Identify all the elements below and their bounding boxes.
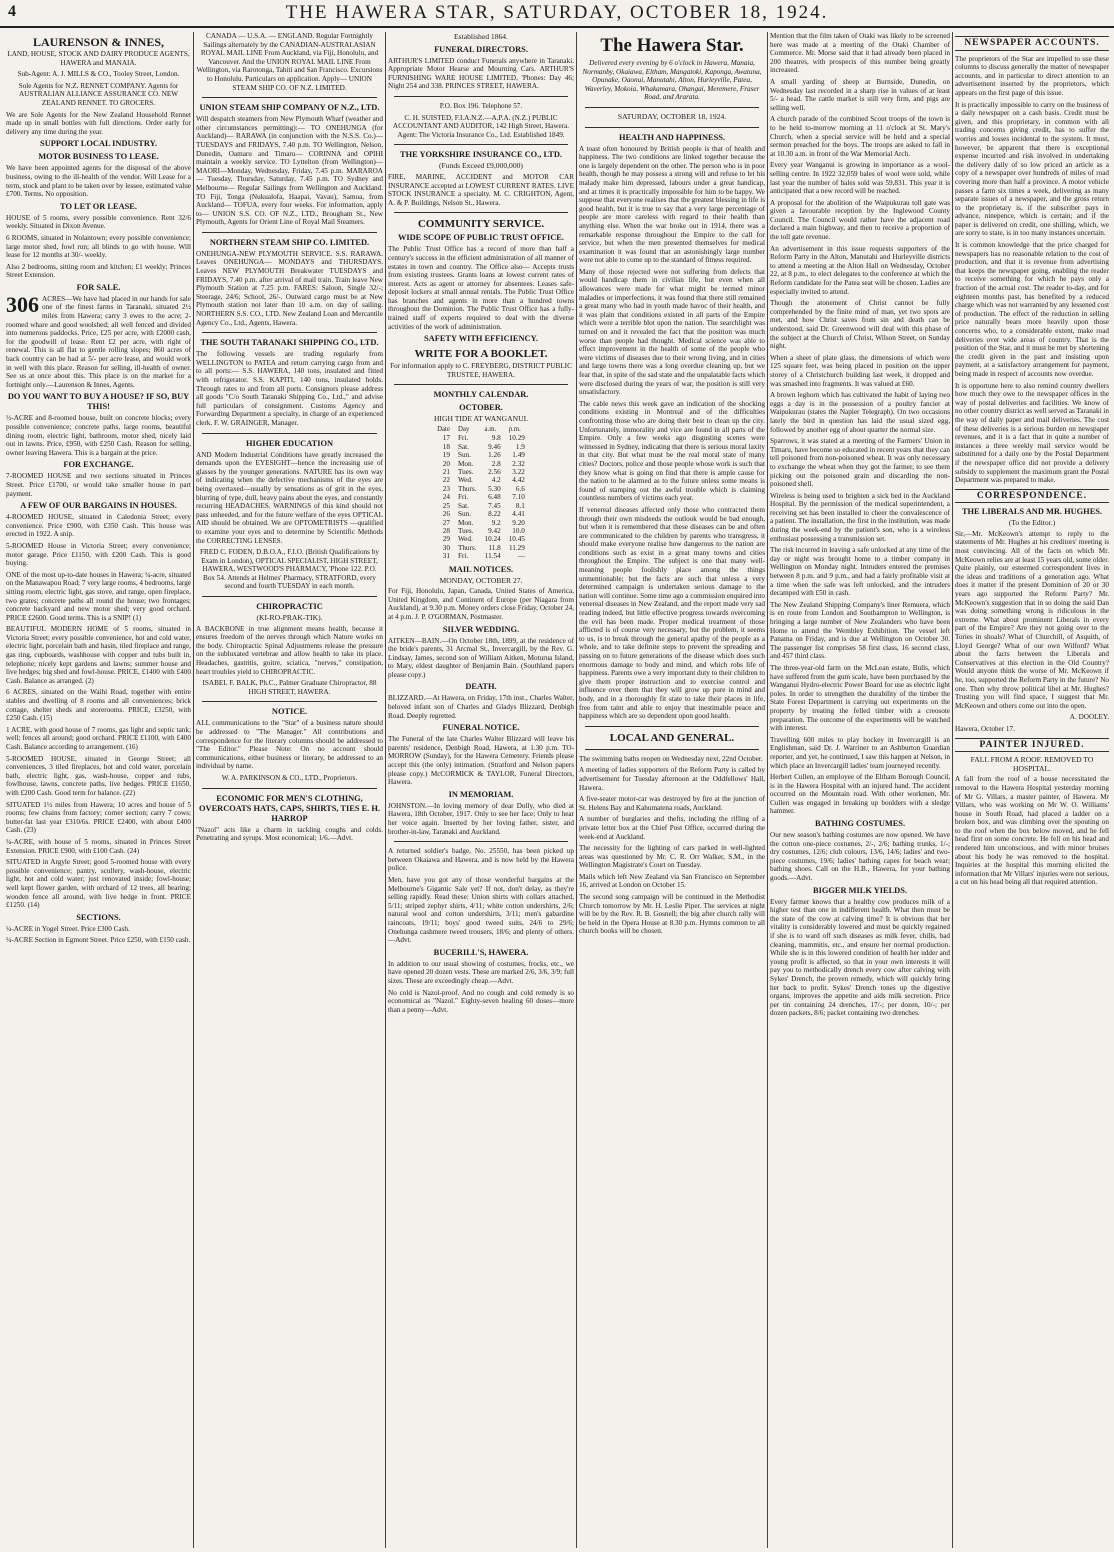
divider	[202, 596, 377, 597]
tide-cell: 1.9	[515, 442, 525, 451]
ad-listing: ½-ACRE and 8-roomed house, built on concrete blocks; every possible convenience; concrete paths, large rooms, beautiful dining room, electric light, bathroom, motor shed, nicely laid out in lawns. Price, £950, with £250 Cash. Reason for selling, owner leaving Hawera. This is a bargain at the price.	[6, 414, 191, 457]
ad-want-buy-heading: DO YOU WANT TO BUY A HOUSE? IF SO, BUY THIS!	[7, 392, 190, 412]
tide-cell: 9.46	[488, 442, 501, 451]
tide-row	[433, 476, 529, 484]
ad-balk: ISABEL F. BALK, Ph.C., Palmer Graduate Chiropractor, 88 HIGH STREET, HAWERA.	[202, 679, 377, 696]
tide-row	[433, 544, 529, 552]
tide-row	[433, 485, 529, 493]
ad-funeral-heading: FUNERAL DIRECTORS.	[434, 44, 528, 54]
bucerill-text: In addition to our usual showing of costumes, frocks, etc., we have opened 20 dozen vests. These are marked 2/6, 3/6, 3/9; full sizes. These are exceedingly cheap.—Advt.	[388, 959, 574, 985]
tide-cell: 10.24	[484, 535, 501, 544]
ad-listing: 7-ROOMED HOUSE and two sections situated in Princes Street. Price £1700, or would take smaller house in part payment.	[6, 472, 191, 498]
ad-listing: 5-ROOMED House in Victoria Street; every convenience; motor garage. Price £1150, with £200 Cash. This is good buying.	[6, 541, 191, 568]
ad-listing: 5-ROOMED HOUSE, situated in George Street; all conveniences, 3 tiled fireplaces, hot and cold water, porcelain bath, electric light, gas, wash-house, copper and tubs, fowlhouse, lawns, concrete paths, live hedges. PRICE £1650, with £200 Cash. Good term for balance. (22)	[6, 754, 191, 797]
tide-cell: 7.10	[512, 493, 525, 502]
column-7	[955, 32, 1109, 1548]
ad-motor-heading: MOTOR BUSINESS TO LEASE.	[38, 152, 159, 162]
divider	[585, 749, 759, 750]
ad-foden: FRED C. FODEN, D.B.O.A., F.I.O. (British Qualifications by Exam in London), OPTICAL SPECIALIST, HIGH STREET, HAWERA, WESTWOOD'S PHARMACY, 'Phone 122. P.O. Box 54. Attends at Helmes' Pharmacy, STRATFORD, every second and fourth TUESDAY in each month.	[200, 548, 379, 591]
divider	[585, 107, 759, 108]
ad-suisted: C. H. SUISTED, F.I.A.N.Z.—A.P.A. (N.Z.) PUBLIC ACCOUNTANT AND AUDITOR, 142 High Street, Hawera. Agent: The Victoria Insurance Co., Ltd. Established 1849.	[392, 113, 570, 139]
news-item: A proposal for the abolition of the Waipukurau toll gate was given a favourable reception by the Inglewood County Council. The Council would rather have the adjacent road declared a main highway, and then to receive a proportion of the toll gate revenue.	[770, 198, 950, 242]
tide-column-header: p.m.	[508, 426, 521, 434]
death-text: BLIZZARD.—At Hawera, on Friday, 17th inst., Charles Walter, beloved infant son of Charles and Gladys Blizzard, Denbigh Road. Deeply regretted.	[388, 694, 574, 720]
editorial-paragraph: If venereal diseases affected only those who contracted them through their own misdeeds the outlook would be bad enough, but when it is remembered that these diseases can be and often are communicated to the children by parents who transgress, it should make everyone realise how dangerous to the nation are conditions such as exist in a great many towns and cities throughout the Empire. The subject is one that many well-meaning people foolishly place among the things unmentionable; but the facts are such that unless a very determined campaign is undertaken serious damage to the nation will continue. Some time ago a commission enquired into venereal diseases in New Zealand, and the report made very sad reading indeed, but little effective progress towards overcoming the evil has been made. Proper medical treatment of those afflicted is of course very necessary, but the problem, it seems to us, is to break through the general apathy of the people as a whole, and to take definite steps to prevent the spreading and passing on to future generations of the disease which does such enormous damage to body and mind, and which robs life of happiness. Parents owe a very important duty to their children to give them proper instruction and to exercise control and influence over them that they will grow up pure in mind and body, and in a thoroughly fit state to take their places in life, free from taint and able to enjoy that inestimable peace and happiness which are so dependent upon good health.	[579, 505, 765, 721]
news-item: The New Zealand Shipping Company's liner Remuera, which is en route from London and Southampton to Wellington, is bringing a large number of New Zealanders who have been Home to attend the Wembley Exhibition. The vessel left Panama on Friday, and is due at Wellington on October 30. The passenger list comprises 58 first class, 16 second class, and 457 third class.	[770, 600, 950, 661]
tide-row	[433, 460, 529, 468]
notice-text: ALL communications to the "Star" of a business nature should be addressed to "The Manager." All contributions and correspondence for the literary columns should be addressed to "The Editor." Please Note: On no account should communications, either business or literary, be addressed to an individual by name.	[196, 719, 383, 771]
ad-funeral-text: ARTHUR'S LIMITED conduct Funerals anywhere in Taranaki. Appropriate Motor Hearse and Mourning Cars. ARTHUR'S FURNISHING WARE HOUSE LIMITED, 'Phones: Day 46; Night 254 and 338. PRINCES STREET, HAWERA.	[388, 56, 574, 91]
news-item: Wireless is being used to brighten a sick bed in the Auckland Hospital. By the permission of the medical superintendent, a receiving set has been installed to cheer the convalescence of a patient. The installation, the first in the institution, was made during the week-end by the patient's son, who is a wireless enthusiast possessing a transmission set.	[770, 491, 950, 543]
tide-cell: Fri.	[457, 493, 469, 502]
tide-cell: 4.2	[491, 476, 501, 485]
tide-cell: 29	[442, 535, 450, 544]
news-item: Mails which left New Zealand via San Francisco on September 16, arrived at London on October 15.	[579, 872, 765, 890]
memoriam-text: JOHNSTON.—In loving memory of dear Dolly, who died at Hawera, 18th October, 1917. Only to see her face; Only to hear her voice again. Inserted by her loving father, sister, and brother-in-law, Taranaki and Auckland.	[388, 801, 574, 836]
bathing-heading: BATHING COSTUMES.	[814, 819, 906, 829]
tide-cell: 25	[442, 501, 450, 510]
news-item: A number of burglaries and thefts, including the rifling of a private letter box at the Chief Post Office, occurred during the week-end at Auckland.	[579, 815, 765, 841]
ad-listing: ¼-ACRE, with house of 5 rooms, situated in Princes Street Extension. PRICE £900, with £100 Cash. (24)	[6, 837, 191, 855]
tide-cell: 2.32	[512, 459, 525, 468]
ad-higher-text: AND Modern Industrial Conditions have greatly increased the demands upon the EYESIGHT—hence the increasing use of glasses by the younger generations. NATURE has its own way of indicating when the defective mechanisms of the eyes are being overtaxed—usually by sensations as of grit in the eyes, blurring of type, dull, heavy pains about the eyes, and constantly recurring HEADACHES. WARNINGS of this kind should not pass unheeded, and for the future welfare of the eyes OPTICAL AID should be obtained. We are OPTOMETRISTS —qualified to examine your eyes and to determine by Scientific Methods the CORRECTING LENSES.	[196, 450, 383, 545]
newspaper-paragraph: It is opportune here to also remind country dwellers how much they owe to the newspaper offices in the way of postal deliveries and facilities. We know of no other country district as well served as Taranaki in the way of daily paper and mail deliveries. The cost of these deliveries is a serious burden on newspaper revenues, and it is a fact that in quite a number of instances a three weekly mail service would be substituted for a daily one by the Postal Department if the newspaper office did not provide a delivery subsidy to supplement the maximum grant the Postal Department was prepared to make.	[955, 381, 1109, 485]
ad-south-heading: THE SOUTH TARANAKI SHIPPING CO., LTD.	[200, 338, 379, 348]
news-item: The risk incurred in leaving a safe unlocked at any time of the day or night was brought home to a timber company in Wellington on Monday night. Intruders entered the premises between 8 p.m. and 9 p.m., and had a fairly profitable visit at a time when the safe was left unlocked, and the intruders decamped with £50 in cash.	[770, 546, 950, 598]
tide-cell: 11.8	[488, 543, 501, 552]
tide-cell: 8.22	[488, 510, 501, 519]
news-item: Herbert Cullen, an employee of the Eltham Borough Council, is in the Hawera Hospital with an injured hand. The accident occurred on the Mountain road. With other workmen, Mr. Cullen was engaged in breaking up boulders with a sledge hammer.	[770, 773, 950, 816]
tide-cell: Fri.	[457, 552, 469, 561]
ad-to-let-heading: TO LET OR LEASE.	[60, 201, 137, 211]
correspondence-text: Sir,—Mr. McKeown's attempt to reply to the statements of Mr. Hughes at his creditors' meeting is most convincing. All of the facts on which Mr. McKeown relies are at least 15 years old, some older. Quite plainly, our esteemed correspondent lives in the ideas and traditions of a generation ago. What does it matter if the present Dominion of 20 or 30 years ago supported the Reform Party? Mr. McKeown's suggestion that in so doing the said Dan was doing something wrong is ridiculous in the extreme. What about prominent Liberals in every part of the Empire? Are they not going over to the Tories in shoals? What of Churchill, of Asquith, of Lloyd George? What of our own Wilford? What about the facts between the Liberals and Conservatives at this election in the Old Country? Would anyone think the worse of Mr. McKeown if he, too, supported the Reform Party in the future? No one. Then why throw political libel at Mr. Hughes? Trusting you will find space, I suggest that Mr. McKeown and others come out into the open.	[955, 529, 1109, 710]
tide-cell: 8.1	[515, 501, 525, 510]
ad-yorkshire-text: FIRE, MARINE, ACCIDENT and MOTOR CAR INSURANCE accepted at LOWEST CURRENT RATES. LIVE STOCK INSURANCE a specialty. M. C. CRIGHTON, Agent, A. & P. Buildings, Nelson St., Hawera.	[388, 172, 574, 207]
page-number: 4	[8, 3, 16, 20]
tide-row	[433, 502, 529, 510]
news-item: The swimming baths reopen on Wednesday next, 22nd October.	[579, 754, 763, 763]
bathing-text: Our new season's bathing costumes are now opened. We have the cotton one-piece costumes, 2/-, 2/6; bathing trunks, 1/-; dry costumes, 12/6; club colours, 13/6, 14/6; ladies' and two-piece costumes, 19/6; ladies' bathing capes for beach wear; bathing shoes. Call on the H.B., Hawera, for your bathing goods.—Advt.	[770, 831, 950, 883]
column-5	[770, 32, 950, 1548]
tide-cell: 17	[442, 434, 450, 443]
newspaper-paragraph: The proprietors of the Star are impelled to use these columns to discuss generally the matter of newspaper accounts, and in particular to direct attention to an advertisement inserted by the proprietors, which appears on the first page of this issue.	[955, 54, 1109, 97]
news-item: The second song campaign will be continued in the Methodist Church tomorrow by Mr. H. Leslie Piper. The services at night will be by the Rev. R. B. Gosnell; the big after church rally will be held in the Opera House at 8.30 p.m. Hymns common to all church books will be chosen.	[579, 893, 765, 936]
ad-firm-london: Sub-Agent: A. J. MILLS & CO., Tooley Street, London.	[17, 70, 180, 79]
ad-union-text: Will despatch steamers from New Plymouth Wharf (weather and other circumstances permitting):— TO ONEHUNGA (for Auckland)— RARAWA (in conjunction with the N.S.S. Co.)— TUESDAYS and FRIDAYS, 7.40 p.m. TO Wellington, Nelson, Dunedin, Oamaru and Timaru— CORINNA and OPIHI maintain a weekly service. TO Lyttelton (from Wellington)— MAORI—Monday, Wednesday, Friday, 7.45 p.m. MARAROA — Tuesday, Thursday, Saturday, 7.45 p.m. TO Sydney and Melbourne— Regular Sailings from Wellington and Auckland. TO Fiji, Tonga (Nukualofa, Haapai, Vavau), Samoa, from Auckland— TOFUA, every four weeks. For information, apply to— UNION S.S. CO. OF N.Z., LTD., Brougham St., New Plymouth, Agents for Orient Line of Royal Mail Steamers.	[196, 115, 383, 227]
ad-listing: 4-ROOMED HOUSE, situated in Caledonia Street; every convenience. Price £900, with £350 Cash. This house was erected in 1922. A snip.	[6, 513, 191, 539]
ad-safety: SAFETY WITH EFFICIENCY.	[424, 334, 538, 344]
ad-listing: ¼-ACRE in Yogel Street. Price £300 Cash.	[6, 924, 130, 933]
news-item: The necessity for the lighting of cars parked in well-lighted areas was questioned by Mr. C. R. Orr Walker, S.M., in the Wellington Magistrate's Court on Tuesday.	[579, 844, 765, 870]
mail-text: For Fiji, Honolulu, Japan, Canada, United States of America, United Kingdom, and Continent of Europe (per Niagara from Auckland), at 9.30 p.m. Money orders close Friday, October 24, at 4 p.m. J. P. O'GORMAN, Postmaster.	[388, 587, 574, 621]
divider	[394, 841, 568, 842]
tide-cell: 6.48	[488, 493, 501, 502]
editorial-delivery: Delivered every evening by 6 o'clock in Hawera, Manaia, Normanby, Okaiawa, Eltham, Mangatoki, Kaponga, Awatuna, Opunake, Oaonui, Manutahi, Alton, Hurleyville, Patea, Waverley, Mokoia, Whakamara, Ohangai, Meremere, Fraser Road, and Ararata.	[582, 59, 762, 102]
tide-row	[433, 552, 529, 560]
tide-cell: 9.20	[512, 518, 525, 527]
ad-for-sale-heading: FOR SALE.	[76, 282, 121, 292]
painter-heading: PAINTER INJURED.	[955, 738, 1109, 753]
ad-listing: 6 ROOMS, situated in Nolantown; every possible convenience; large motor shed, fowl run; all blinds to go with house. Will lease for 12 months at 30/- weekly.	[6, 233, 191, 260]
ad-sections-heading: SECTIONS.	[76, 912, 121, 922]
news-item: A meeting of ladies supporters of the Reform Party is called by advertisement for Tuesday afternoon at the Oddfellows' Hall, Hawera.	[579, 766, 765, 792]
memoriam-heading: IN MEMORIAM.	[448, 789, 514, 799]
correspondence-date: Hawera, October 17.	[955, 724, 1015, 733]
calendar-month: OCTOBER.	[459, 403, 503, 413]
divider	[202, 433, 377, 434]
tide-cell: Mon.	[457, 459, 474, 468]
divider	[394, 144, 568, 145]
column-divider	[385, 32, 386, 1548]
mail-date: MONDAY, OCTOBER 27.	[439, 575, 523, 585]
tide-cell: 20	[442, 459, 450, 468]
news-item: Every year Wanganui is growing in importance as a wool-selling centre. In 1922 32,059 bales of wool were sold, while last year the number of bales sold was 59,831. This year it is anticipated that a new record will be reached.	[770, 161, 950, 196]
ad-exchange-heading: FOR EXCHANGE.	[63, 460, 134, 470]
editorial-heading: HEALTH AND HAPPINESS.	[618, 132, 726, 142]
news-item: A returned soldier's badge, No. 25550, has been picked up between Okaiawa and Hawera, and is now held by the Hawera police.	[388, 847, 574, 873]
news-item: Travelling 600 miles to play hockey in Invercargill is an Englishman, said Dr. J. Warriner to an Ashburton Guardian reporter, and yet, he continued, I saw this happen at Nelson, in which place an Invercargill ladies' team journeyed recently.	[770, 735, 950, 770]
tide-cell: 1.49	[512, 451, 525, 460]
tide-cell: 2.8	[491, 459, 501, 468]
ad-firm-agents: Sole Agents for N.Z. RENNET COMPANY. Agents for AUSTRALIAN ALLIANCE ASSURANCE CO. NEW ZEALAND RENNET. TO GROCERS.	[18, 81, 179, 107]
tide-cell: 22	[442, 476, 450, 485]
tide-row	[433, 493, 529, 501]
ad-yorkshire-heading: THE YORKSHIRE INSURANCE CO., LTD.	[399, 150, 563, 160]
death-heading: DEATH.	[465, 682, 497, 692]
tide-cell: Sat.	[457, 442, 469, 451]
tide-column-header: Date	[437, 426, 450, 434]
divider	[394, 212, 568, 213]
ad-listing: 1 ACRE, with good house of 7 rooms, gas light and septic tank; well; fences all around; good orchard. PRICE £1100, with £400 Cash. Balance according to arrangement. (16)	[6, 725, 191, 751]
tide-cell: 10.0	[512, 526, 525, 535]
painter-text: A fall from the roof of a house necessitated the removal to the Hawera Hospital yesterday morning of Mr G. Villars, a master painter, of Hawera. Mr Villars, who was working on Mr W. O. Williams' house in South Road, had placed a ladder on a broken box, and was climbing over the spouting on to the roof when the box below moved, and he fell head first on some concrete. He fell on his head and rendered him unconscious, and with minor bruises about his body he was removed to the hospital. Inquiries at the hospital this morning elicited the information that Mr Villars' injuries were not serious, a cut on his head being all that required attention.	[955, 775, 1109, 887]
tide-cell: 31	[442, 552, 450, 561]
ad-chiro-text: A BACKBONE in true alignment means health, because it ensures freedom of the nerves through which Nature works on the body. Chiropractic Spinal Adjustments release the pressure on the subluxated vertebrae and allow health to take its place. Headaches, gastritis, goitre, sciatica, "nerves," constipation, heart troubles yield to CHIROPRACTIC.	[196, 624, 383, 676]
ad-northern-text: ONEHUNGA-NEW PLYMOUTH SERVICE. S.S. RARAWA. Leaves ONEHUNGA— MONDAYS and THURSDAYS. Leaves NEW PLYMOUTH Breakwater TUESDAYS and FRIDAYS, 7.40 p.m. after arrival of mail train. Train leave New Plymouth Station at 7.25 p.m. FARES: Saloon, Single 32/-; Steerage, 24/6; School, 26/-. Outward cargo must be at New Plymouth station not later than 10 a.m. on day of sailing. NORTHERN S.S. CO., LTD. New Zealand Loan and Mercantile Agency Co., Ltd., Agents, Hawera.	[196, 249, 383, 327]
ad-listing: SITUATED in Argyle Street; good 5-roomed house with every possible convenience; pantry, scullery, wash-house, electric light, hot and cold water; just renovated inside; fowl-house; well kept flower garden, with orchard of 12 trees, all bearing; wooden fence all around, with live hedge in front. PRICE £1250. (14)	[6, 858, 191, 910]
tide-cell: 6.6	[515, 484, 525, 493]
correspondence-heading: CORRESPONDENCE.	[955, 489, 1109, 504]
tide-heading: HIGH TIDE AT WANGANUI.	[433, 414, 529, 424]
tide-cell: 23	[442, 484, 450, 493]
ad-south-text: The following vessels are trading regularly from WELLINGTON to PATEA and return carrying cargo from and to all ports:— S.S. HAWERA, 140 tons, insulated and fitted with refrigerator. S.S. KAPITI, 140 tons, insulated holds. Through rates to and from all ports. Consignors please address all goods "C/o South Taranaki Shipping Co., Ltd.," and advise full particulars of consignment. Customs Agency and Forwarding Department a specialty, in charge of an experienced clerk. F. W. GRAINGER, Manager.	[196, 350, 383, 427]
column-divider	[767, 32, 768, 1548]
news-item: Though the atonement of Christ cannot be fully comprehended by the finite mind of man, yet two spots are met, and how Christ saves from sin and death can be understood, said Dr. Greenwood will deal with this phase of the subject at the Church of Christ, Wilson Street, on Sunday night.	[770, 299, 950, 351]
column-3	[388, 32, 574, 1548]
tide-cell: 11.54	[484, 552, 501, 561]
ad-motor-text: We have been appointed agents for the disposal of the above business, owing to the ill-health of the vendor. Will Lease for a term, stock and plant to be taken over by lessee, estimated value £700. Terms. No opposition.	[6, 164, 191, 199]
tide-cell: 10.45	[508, 535, 525, 544]
ad-listing: ¼-ACRE Section in Egmont Street. Price £250, with £150 cash.	[6, 936, 191, 945]
tide-row	[433, 519, 529, 527]
bucerill-heading: BUCERILL'S, HAWERA.	[433, 947, 529, 957]
ad-support-heading: SUPPORT LOCAL INDUSTRY.	[40, 139, 157, 149]
calendar-heading: MONTHLY CALENDAR.	[433, 390, 529, 400]
news-item: An advertisement in this issue requests supporters of the Reform Party in the Alton, Manutahi and Hurleyville districts to attend a meeting at the Alton Hall on Wednesday, October 22, at 8 p.m., to elect delegates to the conference at which the Reform candidate for the Patea seat will be chosen. Ladies are especially invited to attend.	[770, 244, 950, 296]
painter-sub: FALL FROM A ROOF. REMOVED TO HOSPITAL.	[970, 755, 1094, 773]
tide-cell: 3.22	[512, 468, 525, 477]
tide-cell: 5.30	[488, 484, 501, 493]
local-heading: LOCAL AND GENERAL.	[609, 731, 735, 744]
correspondence-to: (To the Editor.)	[1008, 518, 1056, 528]
ad-yorkshire-sub: (Funds Exceed £9,000,000)	[439, 161, 523, 171]
funeral-notice-heading: FUNERAL NOTICE.	[442, 723, 520, 733]
tide-row	[433, 527, 529, 535]
tide-cell: Wed.	[457, 535, 473, 544]
ad-listing: 6 ACRES, situated on the Waihi Road, together with entire stables and dwelling of 8 rooms and all conveniences; brick cottage, shelter sheds and storerooms. PRICE, £3250, with £250 Cash. (15)	[6, 688, 191, 723]
editorial-date: SATURDAY, OCTOBER 18, 1924.	[617, 111, 727, 121]
ad-union-heading: UNION STEAM SHIP COMPANY OF N.Z., LTD.	[199, 103, 380, 113]
tide-row	[433, 510, 529, 518]
silver-text: AITKEN—BAIN.—On October 18th, 1899, at the residence of the bride's parents, 31 Arcmal St., Invercargill, by the Rev. G. Lindsay, James, second son of William Aitken, Moturua Island, to Mary, eldest daughter of Benjamin Bain. (Southland papers please copy.)	[388, 636, 574, 679]
ad-chiro-heading: CHIROPRACTIC	[256, 602, 323, 612]
tide-table	[433, 426, 529, 561]
tide-row	[433, 443, 529, 451]
tide-cell: 11.29	[508, 543, 525, 552]
ad-higher-heading: HIGHER EDUCATION	[245, 438, 334, 448]
mail-heading: MAIL NOTICES.	[448, 564, 514, 574]
ad-listing-text: ACRES—We have had placed in our hands for sale one of the finest farms in Taranaki, situated 2½ miles from Hawera; carry 3 ewes to the acre; 2-roomed whare and good woolshed; all well fenced and divided into numerous paddocks. Price, £25 per acre, with £2000 cash, for the goodwill of lease. Rent £2 per acre, with right of renewal. This is all flat to gentle rolling slopes; 860 acres of back country can be had at 5/- per acre lease, and would work in well with this place. Reason for selling, ill-health of owner. See us at once about this. This place is on the market for a fortnight only.—Laurenson & Innes, Agents.	[6, 294, 191, 389]
divider	[394, 384, 568, 385]
news-item: Sparrows, it was stated at a meeting of the Farmers' Union in Timaru, have become so educated in recent years that they can tell poisoned from non-poisoned wheat. It was only necessary to exchange the wheat when they got the farmer, to see them picking out the poisoned grain and discarding the non-poisoned shell.	[770, 437, 950, 489]
news-item: Men, have you got any of those wonderful bargains at the Melbourne's Gigantic Sale yet? If not, don't delay, as they're selling rapidly. Read these: Union shirts with collars attached, 5/11; striped zephyr shirts, 4/11; white cotton undershirts, 2/6; natural wool and cotton undershirts, 3/11; men's gabardine raincoats, 19/11; boys' good tweed suits, 24/6 to 29/6; Onehunga cashmere tweed trousers, 18/6; and plenty of others.—Advt.	[388, 875, 574, 945]
divider	[202, 332, 377, 333]
news-item: No cold is Nazol-proof. And no cough and cold remedy is so economical as "Nazol." Eighty-seven healing 60 doses—more than a penny—Advt.	[388, 988, 574, 1014]
news-item: The three-year-old farm on the McLean estate, Bulls, which have suffered from the gum scale, have been purchased by the Wanganui Hydro-electric Power Board for use as electric light poles. In order to strengthen the durability of the timber the State Forest Department is carrying out experiments on the property by treating the felled timber with a creosote preparation. The outcome of the experiments will be watched with interest.	[770, 663, 950, 733]
tide-cell: Wed.	[457, 476, 473, 485]
tide-column-header: a.m.	[484, 426, 497, 434]
newspaper-title: THE HAWERA STAR, SATURDAY, OCTOBER 18, 1924.	[285, 2, 829, 23]
ad-nazol: "Nazol" acts like a charm in tackling coughs and colds. Penetrating and syrups. Most economical; 1/6.—Advt.	[196, 825, 383, 843]
correspondence-sub: THE LIBERALS AND MR. HUGHES.	[961, 507, 1103, 517]
acreage-number: 306	[6, 291, 39, 317]
tide-cell: 4.42	[512, 476, 525, 485]
tide-cell: Sat.	[457, 501, 469, 510]
milk-text: Every farmer knows that a healthy cow produces milk of a higher test than one in indifferent health. What then must be the state of the cow at calving time? It is obvious that her vitality is considerably lowered and must be quickly regained if she is to ward off such diseases as milk fever, chills, bad cleaning, mammitis, etc., and ensure her normal production. While she is in this lowered condition of health her udder and young profit is affected, so that in your own interests it will pay you to methodically drench every cow after calving with Sykes' Drench, the proven remedy, which will quickly bring her back to profit. Sykes' Drench tones up the digestive organs, improves the appetite and aids milk secretion. Price per tin containing 24 drenches, 17/-; per dozen, 10/-; per dozen packets, 8/6; packet containing two drenches.	[770, 897, 950, 1018]
ad-harrop: ECONOMIC FOR MEN'S CLOTHING, OVERCOATS HATS, CAPS, SHIRTS, TIES E. H. HARROP	[199, 793, 380, 823]
news-item: A small yarding of sheep at Burnside, Dunedin, on Wednesday last recorded in a sharp rise in values of at least 5/- a head. The cattle market is still very firm, and pigs are selling well.	[770, 77, 950, 112]
column-4	[579, 32, 765, 1548]
masthead	[0, 0, 1114, 28]
newspaper-paragraph: It is practically impossible to carry on the business of a daily newspaper on a cash basis. Credit must be given, and this proprietary, in common with all trading concerns giving credit, has to suffer the worries and losses incidental to the system. It must, however, be apparent that there is exceptional expense incurred and risk involved in undertaking the delivery daily of so low priced an article as a copy of a newspaper over hundreds of miles of road covering more than half a province. A motor vehicle passes a farm six times a week, delivering as many separate issues of a newspaper, and the gross return to the proprietary is, if the subscriber pays in advance, ninepence, which is certain; and if the paper is delivered on credit, one shilling, which, we are sorry to state, is in too many instances uncertain.	[955, 100, 1109, 238]
tide-cell: 24	[442, 493, 450, 502]
tide-cell: Sun.	[457, 510, 471, 519]
divider	[202, 788, 377, 789]
newspaper-accounts-heading: NEWSPAPER ACCOUNTS.	[955, 36, 1109, 51]
ad-listing: HOUSE of 5 rooms, every possible convenience. Rent 32/6 weekly. Situated in Dixon Avenue.	[6, 213, 191, 231]
ad-bargains-heading: A FEW OF OUR BARGAINS IN HOUSES.	[20, 501, 177, 511]
tide-cell: 4.41	[512, 510, 525, 519]
tide-row	[433, 468, 529, 476]
correspondence-sign: A. DOOLEY.	[1069, 713, 1109, 722]
divider	[202, 232, 377, 233]
ad-listing: BEAUTIFUL MODERN HOME of 5 rooms, situated in Victoria Street; every possible convenience, hot and cold water, electric light, porcelain bath and basin, tiled fireplace and range, gas ring, cupboards, washhouse with copper and tubs built in, telephone; nicely kept gardens and lawns; summer house and live hedges; big shed and fowl-house. PRICE, £1400 with £400 Cash. Balance as arranged. (2)	[6, 625, 191, 685]
ad-po: P.O. Box 196. Telephone 57.	[439, 101, 523, 110]
editorial-paragraph: The cable news this week gave an indication of the shocking conditions existing in Montreal and of the difficulties confronting those who are doing their best to clean up the city. Unfortunately, immorality and vice are found in all parts of the Empire. Only a few weeks ago disgusting scenes were witnessed in Sydney, indicating that there is serious moral laxity in that city. But what must be the real moral state of many cities? Doctors, police and those people whose work is such that they know what is going on find that there is ample cause for the nation to be alarmed as to the future unless some means is found of stamping out the awful trouble which is claiming countless numbers of victims each year.	[579, 399, 765, 503]
column-divider	[952, 32, 953, 1548]
tide-cell: 26	[442, 510, 450, 519]
ad-booklet: WRITE FOR A BOOKLET.	[414, 348, 548, 361]
tide-row	[433, 451, 529, 459]
divider	[585, 726, 759, 727]
news-item: Mention that the film taken of Otaki was likely to be screened here was made at a meeting of the Otaki Chamber of Commerce. Mr. Morse said that it had already been placed in 200 theatres, with prospects of this number being greatly increased.	[770, 32, 950, 75]
tide-cell: 10.29	[508, 434, 525, 443]
divider	[394, 96, 568, 97]
column-divider	[576, 32, 577, 1548]
tide-cell: 21	[442, 468, 450, 477]
ad-listing	[6, 291, 191, 390]
silver-heading: SILVER WEDDING.	[442, 624, 520, 634]
news-item: A church parade of the combined Scout troops of the town is to be held to-morrow morning at 11 o'clock at St. Mary's Church, when a special service will be held and a special sermon preached for the boys. The troops are asked to fall in at 10.30 a.m. in front of the War Memorial Arch.	[770, 115, 950, 158]
funeral-notice-text: The Funeral of the late Charles Walter Blizzard will leave his parents' residence, Denbigh Road, Hawera, at 1.30 p.m. TO-MORROW (Sunday), for the Hawera Cemetery. Friends please accept this (the only) intimation. (Stratford and Nelson papers please copy.) McCORMICK & TAYLOR, Funeral Directors, Hawera.	[388, 735, 574, 787]
column-1	[6, 32, 191, 1548]
editorial-paragraph: Many of those rejected were not suffering from defects that would handicap them in civilian life, but even when all allowances were made for what might be termed minor maladies or imperfections, it was found that there still remained a great many who had in youth made havoc of their health, and it was plain that conditions existed in all parts of the Empire which were a terrible blot upon the nation. The searchlight was turned on and it revealed the fact that the position was much worse than people had thought. Medical science was able to effect improvement in the health of some of the people who were victims of diseases due to their wrong living, and in cities and large towns there was a long overdue cleaning up, but we fear that, in spite of the sad state and the unpalatable facts which were disclosed during the years of war, the position is still very unsatisfactory.	[579, 267, 765, 397]
newspaper-paragraph: It is common knowledge that the price charged for newspapers has no reasonable relation to the cost of production, and that it is revenue from advertising that keeps the newspaper going, enabling the reader to receive something for which he pays only a fraction of the actual cost. The reader to-day, and for eighteen months past, has benefited by a reduced charge which was not warranted by any lessened cost of production. The effect of the reduction in selling price naturally bears more heavily upon those concerns who, to a considerable extent, make road deliveries over wide areas of country. That is the position of the Star, and it must be met by shortening the credit given in the past and insisting upon payment, at a satisfactory arrangement for payment, being made in respect of accounts now overdue.	[955, 241, 1109, 378]
ad-firm-name: LAURENSON & INNES,	[32, 35, 165, 49]
tide-cell: Thurs.	[457, 484, 477, 493]
editorial-masthead: The Hawera Star.	[600, 35, 744, 56]
news-item: A five-seater motor-car was destroyed by fire at the junction of St. Helens Bay and Kahumatena roads, Auckland.	[579, 795, 765, 812]
tide-cell: 2.56	[488, 468, 501, 477]
column-divider	[193, 32, 194, 1548]
milk-heading: BIGGER MILK YIELDS.	[813, 885, 907, 895]
tide-cell: 27	[442, 518, 450, 527]
tide-cell: 30	[442, 543, 450, 552]
tide-cell: 9.2	[491, 518, 501, 527]
divider	[202, 97, 377, 98]
tide-cell: 19	[442, 451, 450, 460]
divider	[202, 701, 377, 702]
divider	[585, 127, 759, 128]
proprietors: W. A. PARKINSON & CO., LTD., Proprietors.	[221, 773, 358, 782]
ad-listing: SITUATED 1½ miles from Hawera; 10 acres and house of 5 rooms; few chains from factory; corner section; carry 7 cows; butter-fat last year £310/6s. PRICE £2400, with about £400 Cash. (23)	[6, 800, 191, 835]
tide-cell: 18	[442, 442, 450, 451]
tide-cell: Tues.	[457, 468, 474, 477]
tide-cell: 7.45	[488, 501, 501, 510]
ad-community-sub: WIDE SCOPE OF PUBLIC TRUST OFFICE.	[398, 233, 564, 243]
news-item: When a sheet of plate glass, the dimensions of which were 125 square feet, was being placed in position on the upper storey of a Christchurch building last week, it dropped and was smashed into fragments. It was valued at £60.	[770, 353, 950, 388]
ad-firm-rennet: We are Sole Agents for the New Zealand Household Rennet made up in small bottles with full directions. Order early for delivery any time during the year.	[6, 110, 191, 136]
tide-cell: 9.42	[488, 526, 501, 535]
tide-cell: 1.26	[488, 451, 501, 460]
tide-cell: Mon.	[457, 518, 474, 527]
ad-canada: CANADA — U.S.A. — ENGLAND. Regular Fortnightly Sailings alternately by the CANADIAN-AUSTRALASIAN ROYAL MAIL LINE From Auckland, via Fiji, Honolulu, and Vancouver. And the UNION ROYAL MAIL LINE From Wellington, via Rarotonga, Tahiti and San Francisco. Excursions to Honolulu. Particulars on application. Apply— UNION STEAM SHIP CO. OF N.Z. LIMITED.	[196, 32, 383, 92]
ad-community-text: The Public Trust Office has a record of more than half a century's success in the efficient administration of all manner of estates in town and country. The Office also— Accepts trusts from existing trustees. Grants loans at lowest current rates of interest. Acts as agent or attorney for absentees. Leases safe-deposit lockers at small annual rentals. The Public Trust Office has branches and agents in more than a hundred towns throughout the Dominion. The Public Trust Office has a fully-trained staff of experts required to deal with the diverse activities of the work of administration.	[388, 245, 574, 331]
tide-row	[433, 434, 529, 442]
tide-cell: Fri.	[457, 434, 469, 443]
ad-listing: Also 2 bedrooms, sitting room and kitchen; £1 weekly; Princes Street Extension.	[6, 262, 191, 280]
ad-established: Established 1864.	[454, 32, 508, 41]
notice-heading: NOTICE.	[271, 707, 308, 717]
tide-row	[433, 535, 529, 543]
ad-northern-heading: NORTHERN STEAM SHIP CO. LIMITED.	[209, 237, 370, 247]
column-2	[196, 32, 383, 1548]
tide-cell: Sun.	[457, 451, 471, 460]
ad-booklet-sub: For information apply to C. FREYBERG, DISTRICT PUBLIC TRUSTEE, HAWERA.	[390, 362, 572, 379]
news-item: A brown leghorn which has cultivated the habit of laying two eggs a day is in the possession of a poultry fancier at Waipukurau (states the Napier Telegraph). On two occasions lately the bird in question has laid the usual sized egg, followed by another egg of about quarter the normal size.	[770, 391, 950, 434]
tide-cell: 28	[442, 526, 450, 535]
tide-cell: 9.8	[491, 434, 501, 443]
ad-firm-sub: LAND, HOUSE, STOCK AND DAIRY PRODUCE AGENTS, HAWERA and MANAIA.	[7, 50, 190, 67]
ad-chiro-sub: (KI-RO-PRAK-TIK).	[256, 613, 323, 623]
editorial-paragraph: A toast often honoured by British people is that of health and happiness. The two conditions are linked together because the one is largely dependent on the other. The person who is in poor health, though he may possess a strong will and refuse to let his malady make him depressed, labours under a great handicap, and at times it is practically impossible for him to be happy. We suppose that everyone realises that the greatest blessing in life is good health, but it is true to say that a very large percentage of people are more careless with regard to their health than anything else. When the war broke out in 1914, there was a remarkable response throughout the Empire to the call for service, but when the men presented themselves for medical examination it was found that an astonishingly large number were not able to come up to the standard of fitness required.	[579, 144, 765, 265]
tide-cell: Thurs.	[457, 543, 477, 552]
ad-community-heading: COMMUNITY SERVICE.	[417, 218, 545, 231]
tide-column-header: Day	[457, 426, 470, 434]
tide-cell: Tues.	[457, 526, 474, 535]
tide-cell: —	[517, 552, 525, 561]
ad-listing: ONE of the most up-to-date houses in Hawera; ¼-acre, situated on the Manawapou Road; 7 very large rooms, 4 bedrooms, large sitting room, electric light, gas stove, and range, open fireplace, two grates; concrete paths all round the house; two frontages; concrete backyard and new motor shed; very good orchard. PRICE £2600. Good terms. This is a SNIP! (1)	[6, 570, 191, 622]
